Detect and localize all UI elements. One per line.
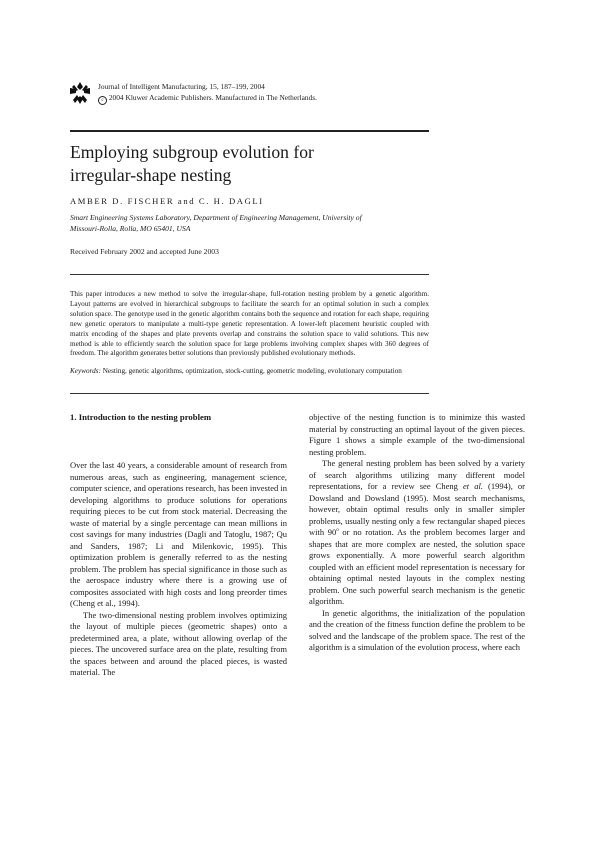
paper-title: Employing subgroup evolution for irregular-shape nesting (70, 142, 314, 185)
copyright-icon: c (98, 96, 107, 105)
affiliation: Smart Engineering Systems Laboratory, Department of Engineering Management, University of Missouri-Rolla, Rolla, MO 65401, USA (70, 213, 362, 234)
paragraph (309, 458, 525, 608)
text-run: The general nesting problem has been solved by a variety of search algorithms utilizing many different model representations, for a review see Cheng (309, 458, 525, 491)
text-run: (1994), or Dowsland and Dowsland (1995). Most search mechanisms, however, obtain optimal results only in smaller simpler problems, usually nesting only a few rectangular shaped pieces with 90 (309, 481, 526, 537)
section-heading: 1. Introduction to the nesting problem (70, 412, 212, 422)
journal-citation: Journal of Intelligent Manufacturing, 15, 187–199, 2004 (98, 82, 265, 91)
copyright-line (98, 93, 317, 105)
column-left (70, 460, 287, 679)
degree-mark: o (336, 528, 339, 533)
keywords (70, 367, 429, 377)
publisher-logo-icon (70, 82, 90, 104)
paragraph: The two-dimensional nesting problem involves optimizing the layout of multiple pieces (geometric shapes) onto a predetermined area, a plate, without allowing overlap of the pieces. The uncovered surface area on the plate, resulting from the spaces between and around the placed pieces, is wasted material. The (70, 609, 287, 677)
text-run-italic: et al. (462, 481, 483, 491)
received-dates: Received February 2002 and accepted June 2003 (70, 247, 219, 256)
column-right (309, 412, 525, 654)
paragraph: In genetic algorithms, the initialization of the population and the creation of the fitness function define the problem to be solved and the landscape of the problem space. The rest of the algorithm is a simulation of the evolution process, where each (309, 607, 525, 652)
authors: AMBER D. FISCHER and C. H. DAGLI (70, 196, 264, 206)
title-rule-top (70, 130, 429, 132)
abstract-rule-bottom (70, 393, 429, 394)
paragraph: Over the last 40 years, a considerable amount of research from numerous areas, such as engineering, management science, computer science, and operations research, has been invested in developing algorithms to produce solutions for operations requiring pieces to be cut from stock material. Decreasing the waste of material by a single percentage can mean millions in cost savings for many industries (Dagli and Tatoglu, 1987; Qu and Sanders, 1987; Li and Milenkovic, 1995). This optimization problem is generally referred to as the nesting problem. The problem has special significance in those such as the aerospace industry where there is a growing use of composites associated with high costs and long preorder times (Cheng et al., 1994). (70, 460, 287, 608)
text-run: or no rotation. As the problem becomes larger and shapes that are more complex are nested, the solution space grows exponentially. A more powerful search algorithm coupled with an efficient model representation is necessary for obtaining optimal nested layouts in the complex nesting problem. One such powerful search mechanism is the genetic algorithm. (309, 527, 525, 606)
copyright-text: 2004 Kluwer Academic Publishers. Manufactured in The Netherlands. (107, 93, 318, 102)
paragraph: objective of the nesting function is to minimize this wasted material by constructing an optimal layout of the given pieces. Figure 1 shows a simple example of the two-dimensional nesting problem. (309, 412, 525, 457)
keywords-label: Keywords: (70, 367, 101, 375)
keywords-list: Nesting, genetic algorithms, optimization, stock-cutting, geometric modeling, evolutionary computation (100, 367, 402, 375)
abstract: This paper introduces a new method to solve the irregular-shape, full-rotation nesting problem by a genetic algorithm. Layout patterns are evolved in hierarchical subgroups to facilitate the search for an optimal solution in such a complex solution space. The genotype used in the genetic algorithm contains both the sequence and rotation for each shape, requiring new genetic operators to manipulate a multi-type genetic representation. A lower-left placement heuristic coupled with matrix encoding of the shapes and plate prevents overlap and constrains the solution space to valid solutions. This new method is able to efficiently search the solution space for large problems involving complex shapes with 360 degrees of freedom. The algorithm generates better solutions than previously published evolutionary methods. (70, 290, 429, 358)
abstract-rule-top (70, 274, 429, 275)
